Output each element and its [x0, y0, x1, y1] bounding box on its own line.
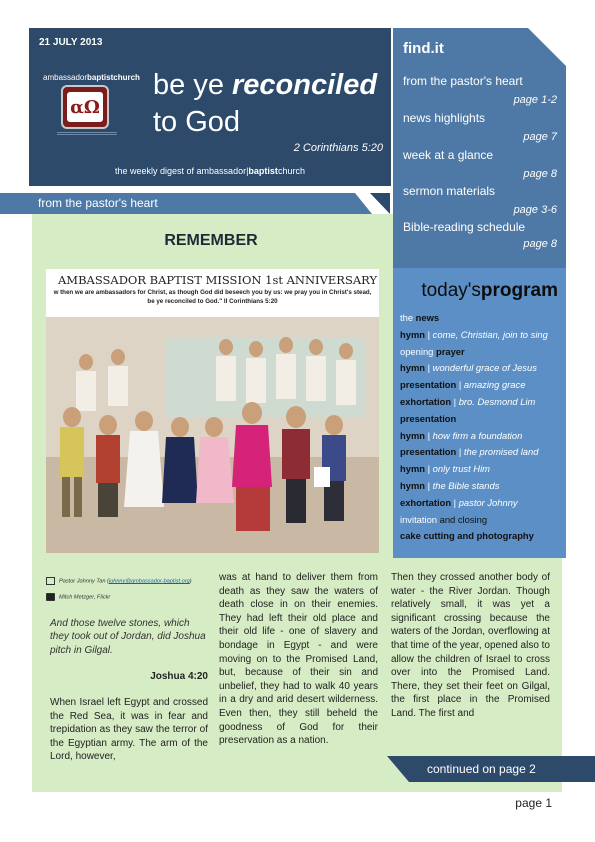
- article-column-1: When Israel left Egypt and crossed the Red Sea, it was in fear and trepidation as they saw the terror of the Egyptian army. The arm of the Lord, however,: [50, 697, 208, 763]
- program-panel: [393, 268, 566, 558]
- pencil-icon: [46, 577, 55, 585]
- headline-verse-ref: 2 Corinthians 5:20: [293, 142, 383, 154]
- program-item-type: presentation: [400, 379, 457, 391]
- find-it-page: page 8: [523, 238, 557, 250]
- find-it-item[interactable]: sermon materials: [403, 184, 496, 198]
- article-column-3: Then they crossed another body of water - the River Jordan. Though relatively small, it was yet a significant crossing because the waters of the Jordan, overflowing at that time of the year, opened also to allow the children of Israel to cross over into the Promised Land. There, they set their feet on Gilgal, the first place in the Promised Land. The first and: [391, 572, 550, 719]
- program-item: [400, 411, 566, 428]
- program-item: exhortation | pastor Johnny: [400, 496, 518, 508]
- author-credit: Pastor Johnny Tan (johnny@ambassador-baptist.org): [46, 577, 192, 585]
- find-it-panel: [393, 28, 566, 268]
- section-banner: [0, 193, 390, 214]
- program-item-type: invitation: [400, 513, 438, 525]
- program-title: today'sprogram: [421, 280, 558, 301]
- logo-underline: [57, 132, 117, 136]
- article-column-2: was at hand to deliver them from death as they saw the waters of death close in on their enemies. They had left their old place and their old life - one of slavery and bondage in Egypt - and were moving on to the Promised Land, but, because of their sin and unbelief, they had to walk 40 years in a dry and arid desert wilderness. Even then, they still beheld the goodness of God for their preservation as a nation.: [219, 572, 378, 747]
- find-it-title: find.it: [403, 40, 444, 57]
- program-item: presentation | amazing grace: [400, 379, 526, 391]
- photo-credit: Mitch Metzger, Flickr: [46, 593, 110, 601]
- continued-banner[interactable]: [387, 756, 595, 782]
- photo-banner: [46, 269, 379, 317]
- program-item: hymn | only trust Him: [400, 463, 490, 475]
- program-item-type: opening: [400, 345, 434, 357]
- program-item-title: pastor Johnny: [458, 496, 518, 508]
- program-item-type: the: [400, 312, 414, 323]
- program-item-type: cake cutting and photography: [400, 530, 534, 542]
- program-item-title: the promised land: [463, 446, 539, 458]
- church-name: ambassadorbaptistchurch: [43, 73, 140, 82]
- group-photo-scene: [46, 317, 379, 553]
- section-banner-label: from the pastor's heart: [38, 196, 158, 210]
- program-item: hymn | come, Christian, join to sing: [400, 328, 548, 340]
- author-email-link[interactable]: johnny@ambassador-baptist.org: [108, 578, 190, 585]
- find-it-page: page 8: [523, 168, 557, 180]
- program-item-type: presentation: [400, 446, 457, 458]
- alpha-omega-icon: αΩ: [67, 92, 103, 122]
- program-item: hymn | how firm a foundation: [400, 429, 523, 441]
- program-item-type: hymn: [400, 463, 426, 475]
- photo-banner-quote: w then we are ambassadors for Christ, as though God did beseech you by us: we pray you in Christ's stead, be ye reconciled to God." II Corinthians 5:20: [53, 289, 372, 305]
- find-it-page: page 1-2: [513, 94, 557, 106]
- program-item-title: how firm a foundation: [432, 429, 523, 441]
- program-item: presentation | the promised land: [400, 446, 539, 458]
- masthead: [29, 28, 391, 186]
- program-item-type: presentation: [400, 412, 457, 424]
- find-it-item[interactable]: Bible-reading schedule: [403, 220, 526, 234]
- program-item-title: and closing: [439, 513, 488, 525]
- continued-label: continued on page 2: [427, 762, 536, 776]
- program-item-title: news: [415, 312, 440, 323]
- program-item: [400, 528, 566, 545]
- page-number: page 1: [515, 796, 552, 810]
- photo-banner-title: AMBASSADOR BAPTIST MISSION 1st ANNIVERSARY: [58, 273, 378, 287]
- program-item-type: hymn: [400, 429, 426, 441]
- scripture-quote-ref: Joshua 4:20: [150, 671, 208, 682]
- headline-line1: be ye reconciled: [153, 69, 378, 101]
- program-item: hymn | the Bible stands: [400, 479, 500, 491]
- find-it-page: page 3-6: [513, 204, 557, 216]
- program-item-title: come, Christian, join to sing: [432, 328, 548, 340]
- find-it-item[interactable]: news highlights: [403, 111, 486, 125]
- program-item-title: wonderful grace of Jesus: [432, 362, 537, 374]
- program-item: exhortation | bro. Desmond Lim: [400, 395, 536, 407]
- program-item-type: exhortation: [400, 496, 452, 508]
- program-item-title: bro. Desmond Lim: [458, 395, 536, 407]
- program-item-type: hymn: [400, 479, 426, 491]
- camera-icon: [46, 593, 55, 601]
- program-item-type: hymn: [400, 362, 426, 374]
- find-it-item[interactable]: week at a glance: [403, 148, 494, 162]
- find-it-page: page 7: [523, 131, 557, 143]
- program-list: [400, 310, 566, 545]
- program-item-type: exhortation: [400, 395, 452, 407]
- program-item-title: only trust Him: [432, 463, 490, 475]
- program-item-title: prayer: [435, 345, 465, 357]
- church-logo: [61, 85, 109, 129]
- digest-tagline: the weekly digest of ambassador|baptistchurch: [115, 166, 305, 176]
- anniversary-photo: [46, 269, 379, 553]
- headline-line2: to God: [153, 106, 241, 138]
- program-item-type: hymn: [400, 328, 426, 340]
- program-item: [400, 512, 566, 529]
- program-item-title: amazing grace: [463, 379, 526, 391]
- scripture-quote: And those twelve stones, which they took out of Jordan, did Joshua pitch in Gilgal.: [50, 618, 206, 656]
- issue-date: 21 JULY 2013: [39, 37, 103, 48]
- program-item: [400, 310, 566, 327]
- program-item: [400, 344, 566, 361]
- find-it-item[interactable]: from the pastor's heart: [403, 74, 523, 88]
- program-item: hymn | wonderful grace of Jesus: [400, 362, 537, 374]
- article-heading: REMEMBER: [164, 232, 258, 249]
- program-item-title: the Bible stands: [432, 479, 500, 491]
